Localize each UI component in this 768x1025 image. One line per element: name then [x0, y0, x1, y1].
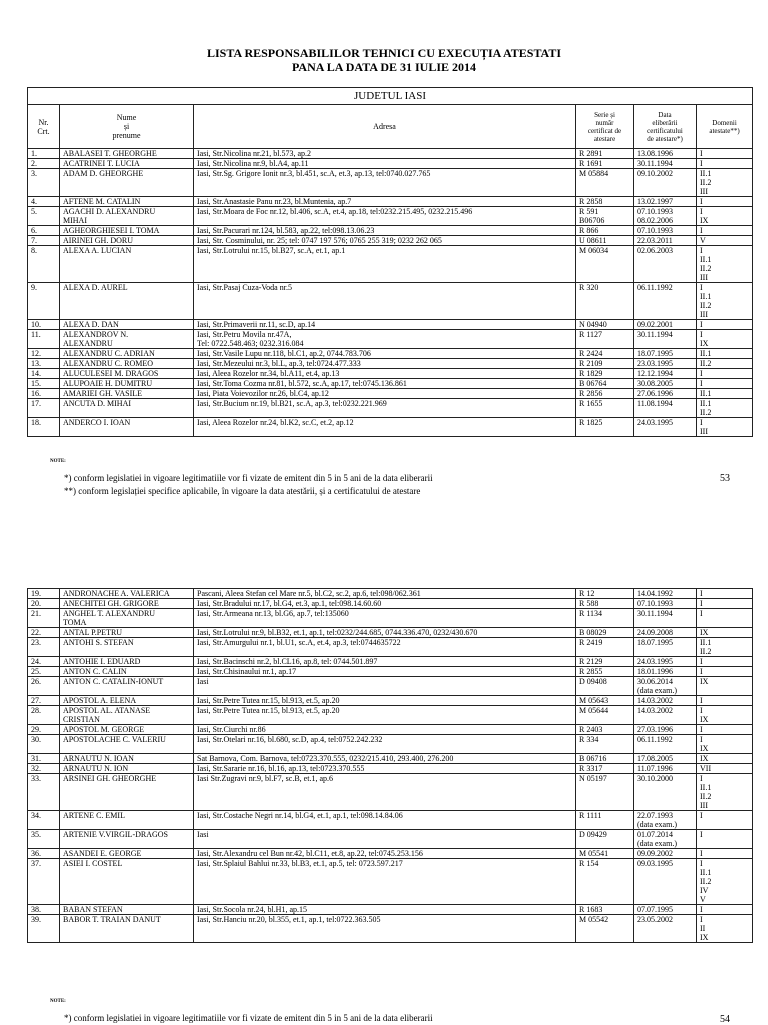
certificate-series: M 05542 [576, 915, 634, 943]
issue-date: 30.11.1994 [634, 609, 697, 628]
attested-domains: I [697, 905, 753, 915]
address: Iasi, Str.Bacinschi nr.2, bl.CL16, ap.8, tel: 0744.501.897 [194, 657, 576, 667]
person-name: ANTOHI S. STEFAN [60, 638, 194, 657]
person-name: APOSTOL AL. ATANASE CRISTIAN [60, 706, 194, 725]
person-name: ACATRINEI T. LUCIA [60, 159, 194, 169]
issue-date: 14.03.2002 [634, 696, 697, 706]
person-name: ALUPOAIE H. DUMITRU [60, 379, 194, 389]
issue-date: 06.11.1992 [634, 735, 697, 754]
certificate-series: D 09408 [576, 677, 634, 696]
certificate-series: R 2419 [576, 638, 634, 657]
address: Iasi, Str.Mezeului nr.3, bl.L, ap.3, tel:0724.477.333 [194, 359, 576, 369]
column-header-data: Data eliberării certificatului de atestare*) [634, 105, 697, 149]
row-number: 32. [28, 764, 60, 774]
issue-date: 07.10.1993 08.02.2006 [634, 207, 697, 226]
attested-domains: IX [697, 754, 753, 764]
table-row [28, 246, 753, 283]
address: Sat Barnova, Com. Barnova, tel:0723.370.555, 0232/215.410, 293.400, 276.200 [194, 754, 576, 764]
table-row [28, 599, 753, 609]
issue-date: 09.02.2001 [634, 320, 697, 330]
certificate-series: M 05643 [576, 696, 634, 706]
certificate-series: R 334 [576, 735, 634, 754]
attested-domains: I [697, 811, 753, 830]
certificate-series: R 3317 [576, 764, 634, 774]
table-row [28, 369, 753, 379]
person-name: ARTENE C. EMIL [60, 811, 194, 830]
attested-domains: II.1 II.2 [697, 638, 753, 657]
certificate-series: R 1111 [576, 811, 634, 830]
attested-domains: I [697, 159, 753, 169]
person-name: AFTENE M. CATALIN [60, 197, 194, 207]
person-name: APOSTOLACHE C. VALERIU [60, 735, 194, 754]
attested-domains: I [697, 320, 753, 330]
attested-domains: II.1 [697, 389, 753, 399]
responsabili-table-continued [27, 588, 753, 943]
footnote-1: *) conform legislatiei in vigoare legitimatiile vor fi vizate de emitent din 5 in 5 ani de la data eliberarii [64, 473, 433, 483]
issue-date: 30.11.1994 [634, 330, 697, 349]
table-row [28, 628, 753, 638]
address: Iasi, Str.Vasile Lupu nr.118, bl.C1, ap.2, 0744.783.706 [194, 349, 576, 359]
attested-domains: I [697, 599, 753, 609]
person-name: APOSTOL M. GEORGE [60, 725, 194, 735]
person-name: ALEXANDRU C. ROMEO [60, 359, 194, 369]
person-name: AGACHI D. ALEXANDRU MIHAI [60, 207, 194, 226]
row-number: 35. [28, 830, 60, 849]
row-number: 14. [28, 369, 60, 379]
responsabili-table [27, 87, 753, 437]
issue-date: 11.07.1996 [634, 764, 697, 774]
row-number: 13. [28, 359, 60, 369]
address: Iasi [194, 677, 576, 696]
document-subtitle: PANA LA DATA DE 31 IULIE 2014 [291, 60, 477, 74]
table-row [28, 197, 753, 207]
table-row [28, 320, 753, 330]
table-body [28, 589, 753, 943]
table-row [28, 830, 753, 849]
person-name: ADAM D. GHEORGHE [60, 169, 194, 197]
issue-date: 13.02.1997 [634, 197, 697, 207]
address: Iasi, Str.Sg. Grigore Ionit nr.3, bl.451, sc.A, et.3, ap.13, tel:0740.027.765 [194, 169, 576, 197]
row-number: 4. [28, 197, 60, 207]
table-row [28, 667, 753, 677]
row-number: 38. [28, 905, 60, 915]
document-page-2 [0, 560, 768, 1024]
issue-date: 18.07.1995 [634, 638, 697, 657]
address: Iasi, Str. Cosminului, nr. 25; tel: 0747 197 576; 0765 255 319; 0232 262 065 [194, 236, 576, 246]
certificate-series: R 1655 [576, 399, 634, 418]
address: Iasi, Str.Moara de Foc nr.12, bl.406, sc.A, et.4, ap.18, tel:0232.215.495, 0232.215.496 [194, 207, 576, 226]
attested-domains: I [697, 849, 753, 859]
issue-date: 07.07.1995 [634, 905, 697, 915]
person-name: ALUCULESEI M. DRAGOS [60, 369, 194, 379]
address: Iasi, Str.Bradului nr.17, bl.G4, et.3, ap.1, tel:098.14.60.60 [194, 599, 576, 609]
issue-date: 06.11.1992 [634, 283, 697, 320]
table-row [28, 399, 753, 418]
attested-domains: I [697, 830, 753, 849]
table-row [28, 849, 753, 859]
issue-date: 24.03.1995 [634, 418, 697, 437]
row-number: 25. [28, 667, 60, 677]
person-name: ANGHEL T. ALEXANDRU TOMA [60, 609, 194, 628]
attested-domains: II.2 [697, 359, 753, 369]
issue-date: 30.10.2000 [634, 774, 697, 811]
person-name: ANCUTA D. MIHAI [60, 399, 194, 418]
row-number: 26. [28, 677, 60, 696]
person-name: BABAN STEFAN [60, 905, 194, 915]
row-number: 34. [28, 811, 60, 830]
row-number: 12. [28, 349, 60, 359]
address: Iasi, Piata Voievozilor nr.26, bl.C4, ap.12 [194, 389, 576, 399]
row-number: 22. [28, 628, 60, 638]
attested-domains: I II.1 II.2 III [697, 246, 753, 283]
footnote-2: **) conform legislației specifice aplicabile, în vigoare la data atestării, și a certificatului de atestare [64, 486, 421, 496]
row-number: 30. [28, 735, 60, 754]
attested-domains: II.1 [697, 349, 753, 359]
address: Iasi, Str.Armeana nr.13, bl.G6, ap.7, tel:135060 [194, 609, 576, 628]
issue-date: 01.07.2014 (data exam.) [634, 830, 697, 849]
issue-date: 09.03.1995 [634, 859, 697, 905]
person-name: ARNAUTU N. IOAN [60, 754, 194, 764]
person-name: ANTAL P.PETRU [60, 628, 194, 638]
certificate-series: R 320 [576, 283, 634, 320]
issue-date: 09.10.2002 [634, 169, 697, 197]
certificate-series: R 12 [576, 589, 634, 599]
address: Iasi, Str.Toma Cozma nr.81, bl.572, sc.A, ap.17, tel:0745.136.861 [194, 379, 576, 389]
table-row [28, 283, 753, 320]
attested-domains: I IX [697, 330, 753, 349]
table-row [28, 905, 753, 915]
certificate-series: R 2891 [576, 149, 634, 159]
row-number: 28. [28, 706, 60, 725]
row-number: 20. [28, 599, 60, 609]
attested-domains: IX [697, 628, 753, 638]
person-name: ALEXA A. LUCIAN [60, 246, 194, 283]
row-number: 6. [28, 226, 60, 236]
person-name: ARNAUTU N. ION [60, 764, 194, 774]
attested-domains: I IX [697, 207, 753, 226]
column-header-adresa: Adresa [194, 105, 576, 149]
attested-domains: I II.1 II.2 III [697, 774, 753, 811]
certificate-series: B 08029 [576, 628, 634, 638]
address: Iasi, Str.Anastasie Panu nr.23, bl.Muntenia, ap.7 [194, 197, 576, 207]
person-name: ABALASEI T. GHEORGHE [60, 149, 194, 159]
county-header: JUDETUL IASI [28, 88, 753, 105]
certificate-series: R 1825 [576, 418, 634, 437]
table-row [28, 915, 753, 943]
row-number: 10. [28, 320, 60, 330]
address: Iasi, Str.Ciurchi nr.86 [194, 725, 576, 735]
row-number: 16. [28, 389, 60, 399]
certificate-series: M 06034 [576, 246, 634, 283]
table-row [28, 159, 753, 169]
row-number: 8. [28, 246, 60, 283]
certificate-series: R 588 [576, 599, 634, 609]
table-row [28, 349, 753, 359]
person-name: AMARIEI GH. VASILE [60, 389, 194, 399]
issue-date: 22.03.2011 [634, 236, 697, 246]
attested-domains: I II.1 II.2 III [697, 283, 753, 320]
issue-date: 30.11.1994 [634, 159, 697, 169]
attested-domains: I IX [697, 706, 753, 725]
address: Iasi, Str.Otelari nr.16, bl.680, sc.D, ap.4, tel:0752.242.232 [194, 735, 576, 754]
person-name: ANTON C. CALIN [60, 667, 194, 677]
table-row [28, 677, 753, 696]
table-row [28, 754, 753, 764]
address: Iasi, Str.Costache Negri nr.14, bl.G4, et.1, ap.1, tel:098.14.84.06 [194, 811, 576, 830]
table-row [28, 149, 753, 159]
certificate-series: M 05541 [576, 849, 634, 859]
row-number: 5. [28, 207, 60, 226]
person-name: AGHEORGHIESEI I. TOMA [60, 226, 194, 236]
person-name: ANTON C. CATALIN-IONUT [60, 677, 194, 696]
attested-domains: I [697, 589, 753, 599]
certificate-series: B 06716 [576, 754, 634, 764]
address: Iasi, Str.Amurgului nr.1, bl.U1, sc.A, et.4, ap.3, tel:0744635722 [194, 638, 576, 657]
row-number: 18. [28, 418, 60, 437]
certificate-series: D 09429 [576, 830, 634, 849]
issue-date: 27.06.1996 [634, 389, 697, 399]
attested-domains: I III [697, 418, 753, 437]
attested-domains: I [697, 696, 753, 706]
row-number: 33. [28, 774, 60, 811]
address: Iasi, Str.Pacurari nr.124, bl.583, ap.22, tel:098.13.06.23 [194, 226, 576, 236]
certificate-series: R 2424 [576, 349, 634, 359]
attested-domains: I [697, 149, 753, 159]
person-name: ARSINEI GH. GHEORGHE [60, 774, 194, 811]
attested-domains: II.1 II.2 [697, 399, 753, 418]
column-header-domenii: Domenii atestate**) [697, 105, 753, 149]
row-number: 36. [28, 849, 60, 859]
address: Iasi, Str.Nicolina nr.21, bl.573, ap.2 [194, 149, 576, 159]
document-title: LISTA RESPONSABILILOR TEHNICI CU EXECUȚIA ATESTATI [207, 46, 561, 60]
row-number: 3. [28, 169, 60, 197]
certificate-series: U 08611 [576, 236, 634, 246]
table-row [28, 169, 753, 197]
row-number: 1. [28, 149, 60, 159]
issue-date: 14.04.1992 [634, 589, 697, 599]
table-row [28, 589, 753, 599]
address: Iasi, Str.Pasaj Cuza-Voda nr.5 [194, 283, 576, 320]
table-row [28, 859, 753, 905]
certificate-series: R 2109 [576, 359, 634, 369]
person-name: APOSTOL A. ELENA [60, 696, 194, 706]
attested-domains: I [697, 197, 753, 207]
address: Iasi Str.Zugravi nr.9, bl.F7, sc.B, et.1, ap.6 [194, 774, 576, 811]
footnote-1: *) conform legislatiei in vigoare legitimatiile vor fi vizate de emitent din 5 in 5 ani de la data eliberarii [64, 1013, 433, 1023]
address: Iasi, Str.Hanciu nr.20, bl.355, et.1, ap.1, tel:0722.363.505 [194, 915, 576, 943]
issue-date: 30.08.2005 [634, 379, 697, 389]
issue-date: 24.03.1995 [634, 657, 697, 667]
address: Pascani, Aleea Stefan cel Mare nr.5, bl.C2, sc.2, ap.6, tel:098/062.361 [194, 589, 576, 599]
issue-date: 13.08.1996 [634, 149, 697, 159]
certificate-series: R 1127 [576, 330, 634, 349]
certificate-series: M 05644 [576, 706, 634, 725]
certificate-series: R 2858 [576, 197, 634, 207]
row-number: 2. [28, 159, 60, 169]
table-row [28, 725, 753, 735]
issue-date: 18.07.1995 [634, 349, 697, 359]
attested-domains: V [697, 236, 753, 246]
person-name: ASIEI I. COSTEL [60, 859, 194, 905]
row-number: 24. [28, 657, 60, 667]
table-row [28, 379, 753, 389]
attested-domains: IX [697, 677, 753, 696]
issue-date: 23.03.1995 [634, 359, 697, 369]
table-row [28, 764, 753, 774]
issue-date: 30.06.2014 (data exam.) [634, 677, 697, 696]
table-row [28, 418, 753, 437]
issue-date: 18.01.1996 [634, 667, 697, 677]
certificate-series: R 866 [576, 226, 634, 236]
attested-domains: I [697, 667, 753, 677]
page-number: 53 [720, 473, 730, 484]
table-row [28, 811, 753, 830]
attested-domains: I IX [697, 735, 753, 754]
certificate-series: R 154 [576, 859, 634, 905]
person-name: ANDRONACHE A. VALERICA [60, 589, 194, 599]
table-row [28, 706, 753, 725]
attested-domains: I [697, 657, 753, 667]
issue-date: 24.09.2008 [634, 628, 697, 638]
row-number: 11. [28, 330, 60, 349]
issue-date: 11.08.1994 [634, 399, 697, 418]
address: Iasi, Str.Petru Movila nr.47A, Tel: 0722.548.463; 0232.316.084 [194, 330, 576, 349]
certificate-series: N 05197 [576, 774, 634, 811]
address: Iasi, Aleea Rozelor nr.34, bl.A11, et.4, ap.13 [194, 369, 576, 379]
address: Iasi, Str.Bucium nr.19, bl.B21, sc.A, ap.3, tel:0232.221.969 [194, 399, 576, 418]
table-row [28, 226, 753, 236]
issue-date: 27.03.1996 [634, 725, 697, 735]
certificate-series: R 2856 [576, 389, 634, 399]
attested-domains: II.1 II.2 III [697, 169, 753, 197]
address: Iasi, Str.Lotrului nr.15, bl.B27, sc.A, et.1, ap.1 [194, 246, 576, 283]
table-row [28, 609, 753, 628]
table-row [28, 359, 753, 369]
certificate-series: M 05884 [576, 169, 634, 197]
person-name: ASANDEI E. GEORGE [60, 849, 194, 859]
certificate-series: R 1134 [576, 609, 634, 628]
row-number: 15. [28, 379, 60, 389]
issue-date: 09.09.2002 [634, 849, 697, 859]
row-number: 27. [28, 696, 60, 706]
issue-date: 07.10.1993 [634, 226, 697, 236]
row-number: 17. [28, 399, 60, 418]
address: Iasi, Str.Sararie nr.16, bl.16, ap.13, tel:0723.370.555 [194, 764, 576, 774]
table-row [28, 389, 753, 399]
row-number: 21. [28, 609, 60, 628]
row-number: 9. [28, 283, 60, 320]
person-name: ALEXA D. AUREL [60, 283, 194, 320]
address: Iasi, Str.Nicolina nr.9, bl.A4, ap.11 [194, 159, 576, 169]
notes-label: NOTE: [50, 459, 66, 464]
table-row [28, 774, 753, 811]
row-number: 19. [28, 589, 60, 599]
person-name: ARTENIE V.VIRGIL-DRAGOS [60, 830, 194, 849]
person-name: ALEXANDROV N. ALEXANDRU [60, 330, 194, 349]
certificate-series: N 04940 [576, 320, 634, 330]
person-name: AIRINEI GH. DORU [60, 236, 194, 246]
row-number: 31. [28, 754, 60, 764]
address: Iasi, Str.Alexandru cel Bun nr.42, bl.C11, et.8, ap.22, tel:0745.253.156 [194, 849, 576, 859]
page-number: 54 [720, 1014, 730, 1025]
attested-domains: VII [697, 764, 753, 774]
certificate-series: R 1829 [576, 369, 634, 379]
person-name: BABOR T. TRAIAN DANUT [60, 915, 194, 943]
address: Iasi, Str.Petre Tutea nr.15, bl.913, et.5, ap.20 [194, 696, 576, 706]
issue-date: 23.05.2002 [634, 915, 697, 943]
table-row [28, 236, 753, 246]
issue-date: 14.03.2002 [634, 706, 697, 725]
person-name: ANTOHIE I. EDUARD [60, 657, 194, 667]
attested-domains: I [697, 226, 753, 236]
issue-date: 12.12.1994 [634, 369, 697, 379]
column-header-nume: Nume și prenume [60, 105, 194, 149]
person-name: ANDERCO I. IOAN [60, 418, 194, 437]
address: Iasi [194, 830, 576, 849]
certificate-series: B 06764 [576, 379, 634, 389]
table-row [28, 696, 753, 706]
address: Iasi, Str.Splaiul Bahlui nr.33, bl.B3, et.1, ap.5, tel: 0723.597.217 [194, 859, 576, 905]
certificate-series: R 1683 [576, 905, 634, 915]
certificate-series: R 591 B06706 [576, 207, 634, 226]
certificate-series: R 2129 [576, 657, 634, 667]
column-header-serie: Serie și număr certificat de atestare [576, 105, 634, 149]
issue-date: 02.06.2003 [634, 246, 697, 283]
address: Iasi, Aleea Rozelor nr.24, bl.K2, sc.C, et.2, ap.12 [194, 418, 576, 437]
certificate-series: R 1691 [576, 159, 634, 169]
address: Iasi, Str.Chisinaului nr.1, ap.17 [194, 667, 576, 677]
certificate-series: R 2403 [576, 725, 634, 735]
row-number: 23. [28, 638, 60, 657]
attested-domains: I [697, 609, 753, 628]
person-name: ALEXANDRU C. ADRIAN [60, 349, 194, 359]
attested-domains: I [697, 379, 753, 389]
table-row [28, 638, 753, 657]
row-number: 7. [28, 236, 60, 246]
attested-domains: I [697, 725, 753, 735]
table-row [28, 657, 753, 667]
person-name: ANECHITEI GH. GRIGORE [60, 599, 194, 609]
attested-domains: I [697, 369, 753, 379]
address: Iasi, Str.Primaverii nr.11, sc.D, ap.14 [194, 320, 576, 330]
column-header-nr: Nr. Crt. [28, 105, 60, 149]
certificate-series: R 2855 [576, 667, 634, 677]
address: Iasi, Str.Socola nr.24, bl.H1, ap.15 [194, 905, 576, 915]
address: Iasi, Str.Petre Tutea nr.15, bl.913, et.5, ap.20 [194, 706, 576, 725]
issue-date: 22.07.1993 (data exam.) [634, 811, 697, 830]
issue-date: 07.10.1993 [634, 599, 697, 609]
notes-label: NOTE: [50, 999, 66, 1004]
table-row [28, 207, 753, 226]
row-number: 29. [28, 725, 60, 735]
person-name: ALEXA D. DAN [60, 320, 194, 330]
attested-domains: I II IX [697, 915, 753, 943]
issue-date: 17.08.2005 [634, 754, 697, 764]
table-row [28, 330, 753, 349]
attested-domains: I II.1 II.2 IV V [697, 859, 753, 905]
address: Iasi, Str.Lotrului nr.9, bl.B32, et.1, ap.1, tel:0232/244.685, 0744.336.470, 0232/430.670 [194, 628, 576, 638]
row-number: 37. [28, 859, 60, 905]
row-number: 39. [28, 915, 60, 943]
table-row [28, 735, 753, 754]
table-body [28, 149, 753, 437]
